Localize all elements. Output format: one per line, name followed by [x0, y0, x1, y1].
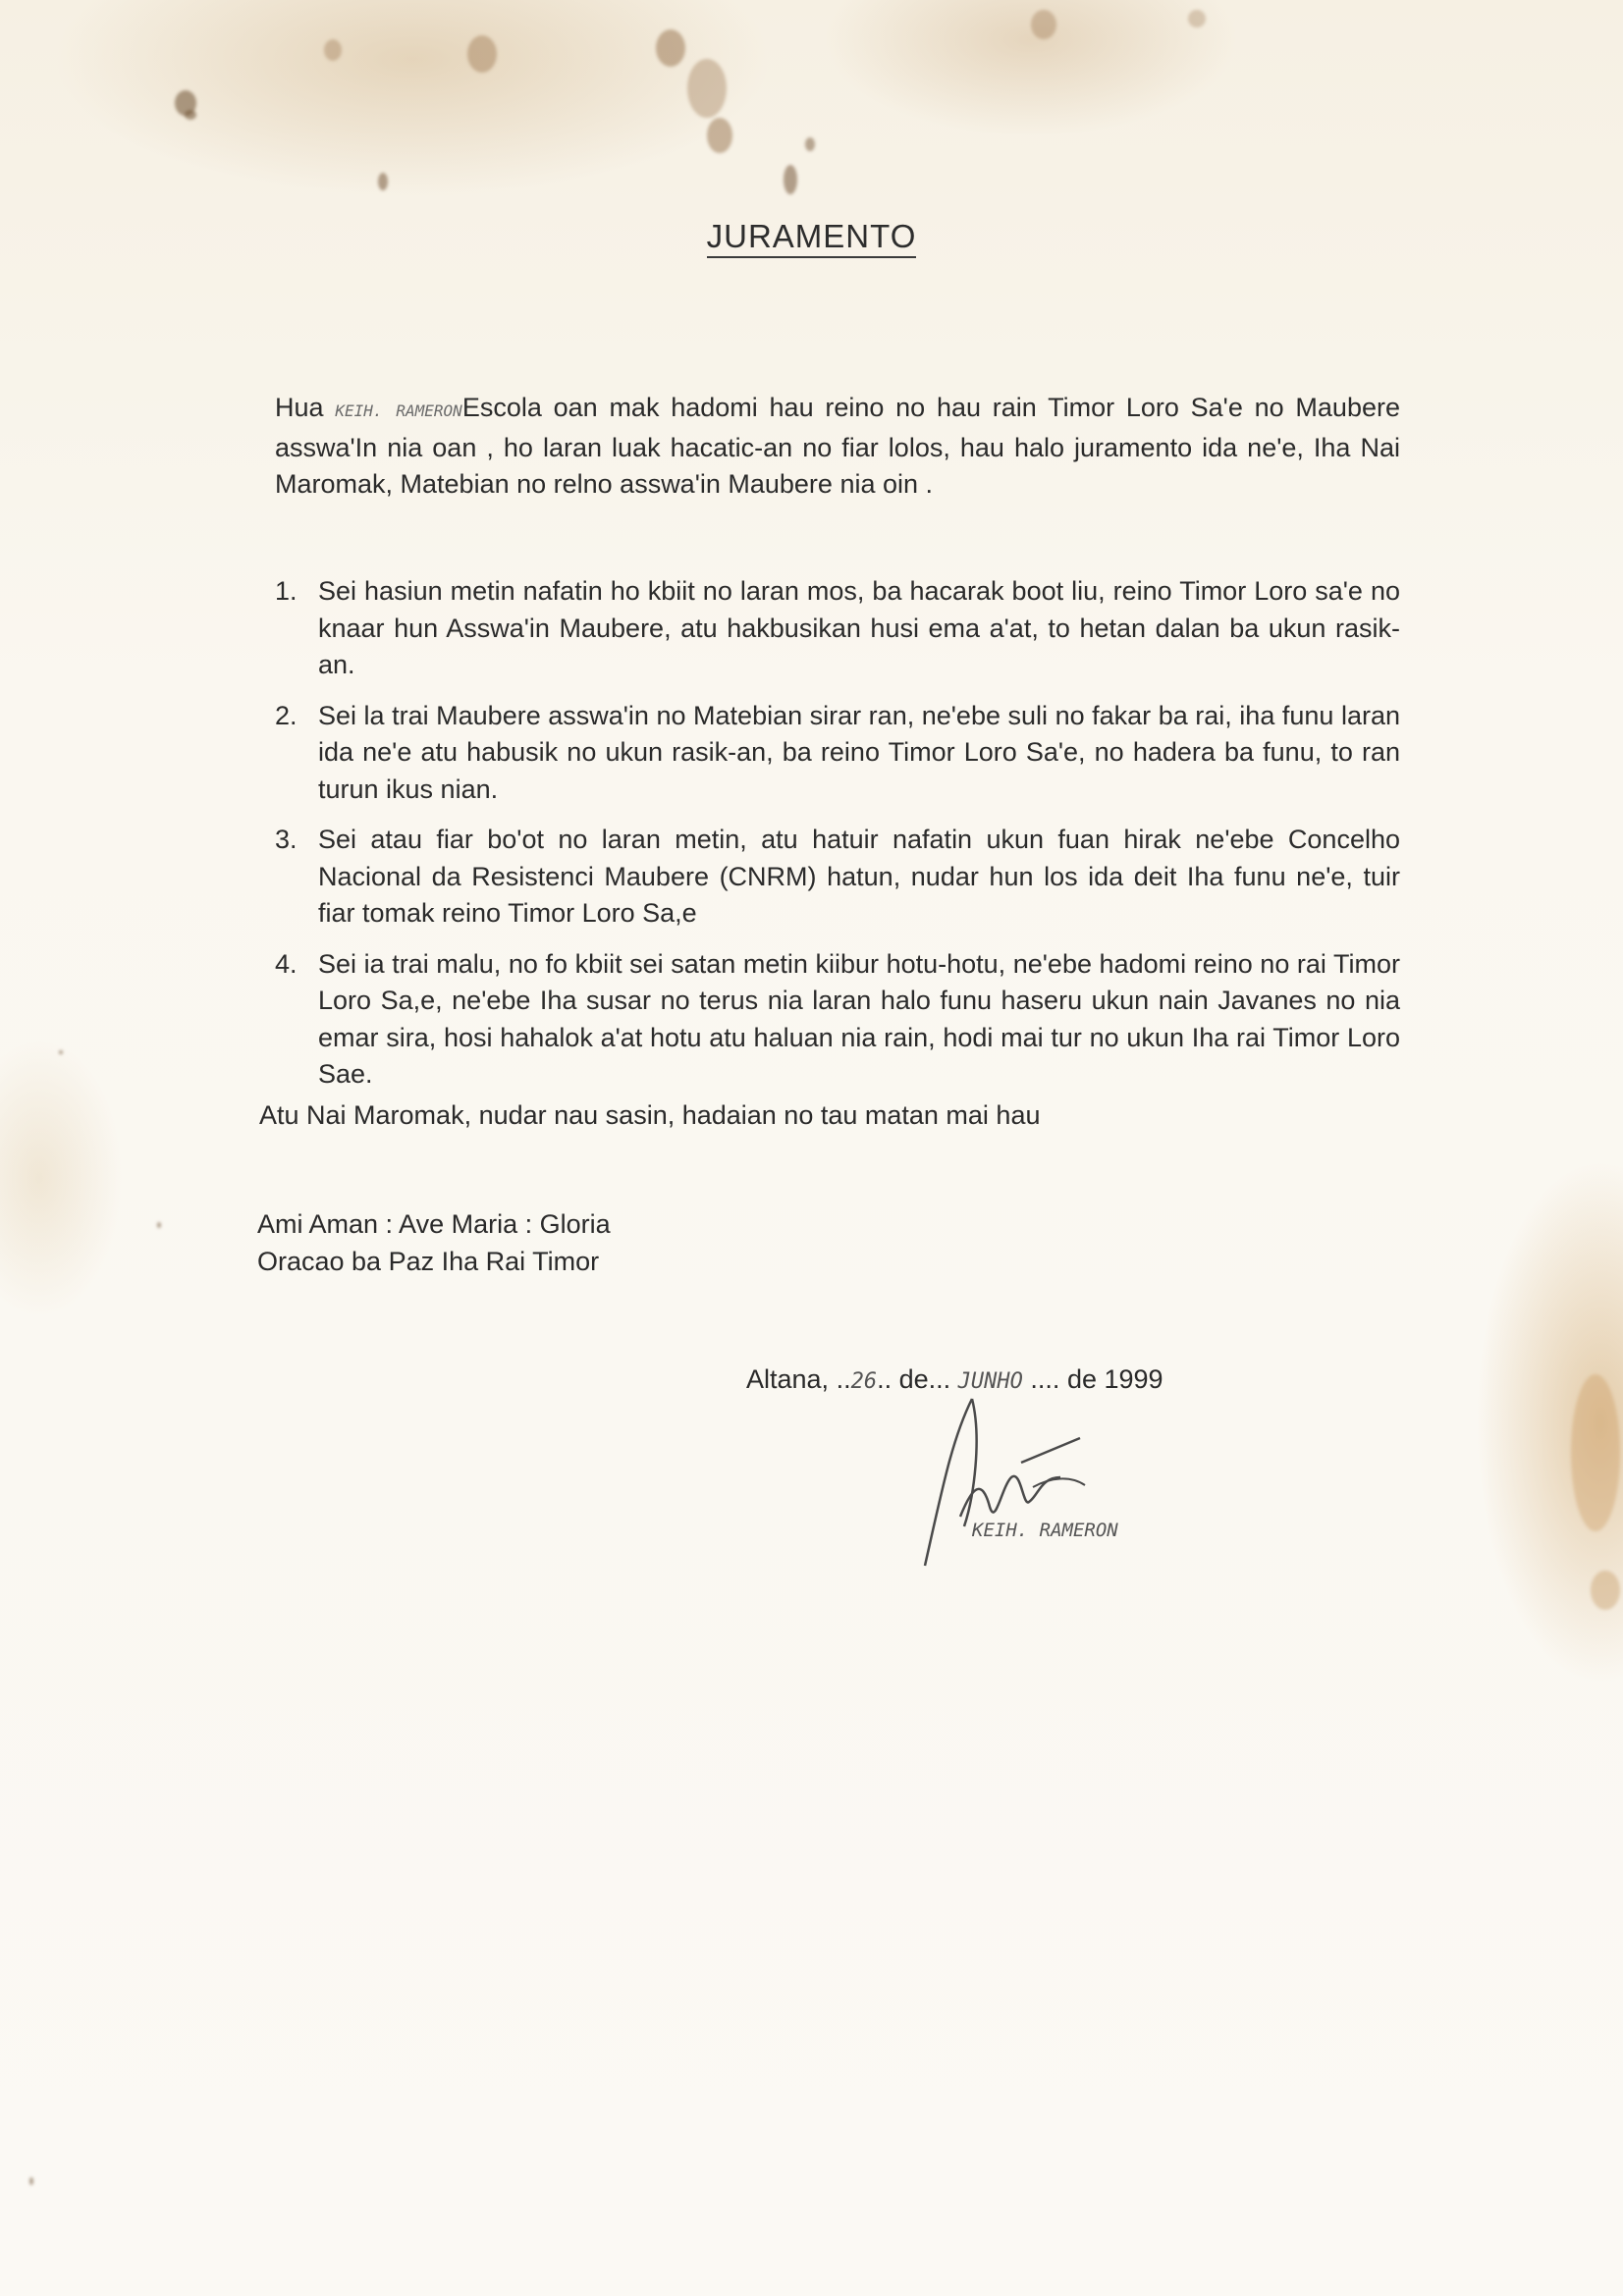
prayer-line: Oracao ba Paz Iha Rai Timor	[257, 1247, 600, 1276]
oath-item	[275, 822, 1400, 933]
oath-item-number: 3.	[275, 825, 298, 854]
stain-mark	[656, 29, 685, 67]
intro-text: Escola oan mak hadomi hau reino no hau rain Timor Loro Sa'e no Maubere asswa'In nia oan , ho laran luak hacatic-an no fiar lolos, hau halo juramento ida ne'e, Iha Nai Maromak, Matebian no relno asswa'in Maubere nia oin .	[275, 393, 1400, 499]
date-month: JUNHO	[957, 1369, 1023, 1394]
stain-mark	[157, 1222, 161, 1228]
date-de-2: de	[1066, 1364, 1097, 1394]
stain-mark	[707, 118, 732, 153]
signature-name: KEIH. RAMERON	[972, 1520, 1118, 1541]
oath-item	[275, 946, 1400, 1094]
stain-mark	[1571, 1374, 1620, 1531]
stain-mark	[1188, 10, 1206, 27]
closing-line: Atu Nai Maromak, nudar nau sasin, hadaian no tau matan mai hau	[259, 1100, 1041, 1130]
oath-item-number: 4.	[275, 948, 298, 979]
date-place: Altana,	[746, 1364, 830, 1394]
stain-mark	[784, 165, 797, 194]
dateline: Altana, ..26.. de... JUNHO .... de 1999	[746, 1364, 1163, 1394]
oath-item-text: Sei hasiun metin nafatin ho kbiit no laran mos, ba hacarak boot liu, reino Timor Loro sa'e no knaar hun Asswa'in Maubere, atu hakbusikan husi ema a'at, to hetan dalan ba ukun rasik-an.	[318, 576, 1400, 679]
document-title	[0, 218, 1623, 255]
title-text: JURAMENTO	[707, 218, 917, 258]
stain-mark	[29, 2177, 33, 2185]
handwritten-name: KEIH. RAMERON	[335, 401, 462, 420]
date-year: 1999	[1104, 1364, 1163, 1394]
prayer-block	[257, 1205, 611, 1280]
signature-scribble	[913, 1379, 1208, 1575]
stain-mark	[185, 110, 196, 120]
stain-mark	[59, 1050, 63, 1054]
intro-prefix: Hua	[275, 393, 336, 422]
oath-item-number: 2.	[275, 700, 298, 730]
stain-mark	[1591, 1571, 1620, 1610]
oath-list	[275, 573, 1400, 1107]
stain-mark	[687, 59, 727, 118]
oath-item	[275, 573, 1400, 684]
date-de-1: de	[898, 1364, 929, 1394]
oath-item-text: Sei ia trai malu, no fo kbiit sei satan metin kiibur hotu-hotu, ne'ebe hadomi reino no rai Timor Loro Sa,e, ne'ebe Iha susar no terus nia laran halo funu haseru ukun nain Javanes no nia emar sira, hosi hahalok a'at hotu atu haluan nia rain, hodi mai tur no ukun Iha rai Timor Loro Sae.	[318, 948, 1400, 1089]
stain-mark	[378, 173, 388, 190]
date-day: 26	[850, 1369, 878, 1394]
stain-mark	[805, 137, 815, 151]
oath-item-number: 1.	[275, 576, 298, 606]
oath-item-text: Sei la trai Maubere asswa'in no Matebian sirar ran, ne'ebe suli no fakar ba rai, iha funu laran ida ne'e atu habusik no ukun rasik-an, ba reino Timor Loro Sa'e, no hadera ba funu, to ran turun ikus nian.	[318, 700, 1400, 804]
stain-mark	[467, 35, 497, 73]
stain-mark	[1031, 10, 1056, 39]
stain-mark	[324, 39, 342, 61]
prayer-line: Ami Aman : Ave Maria : Gloria	[257, 1209, 611, 1239]
oath-item-text: Sei atau fiar bo'ot no laran metin, atu hatuir nafatin ukun fuan hirak ne'ebe Concelho Nacional da Resistenci Maubere (CNRM) hatun, nudar hun los ida deit Iha funu ne'e, tuir fiar tomak reino Timor Loro Sa,e	[318, 825, 1400, 928]
intro-paragraph	[275, 390, 1400, 504]
oath-item	[275, 698, 1400, 809]
